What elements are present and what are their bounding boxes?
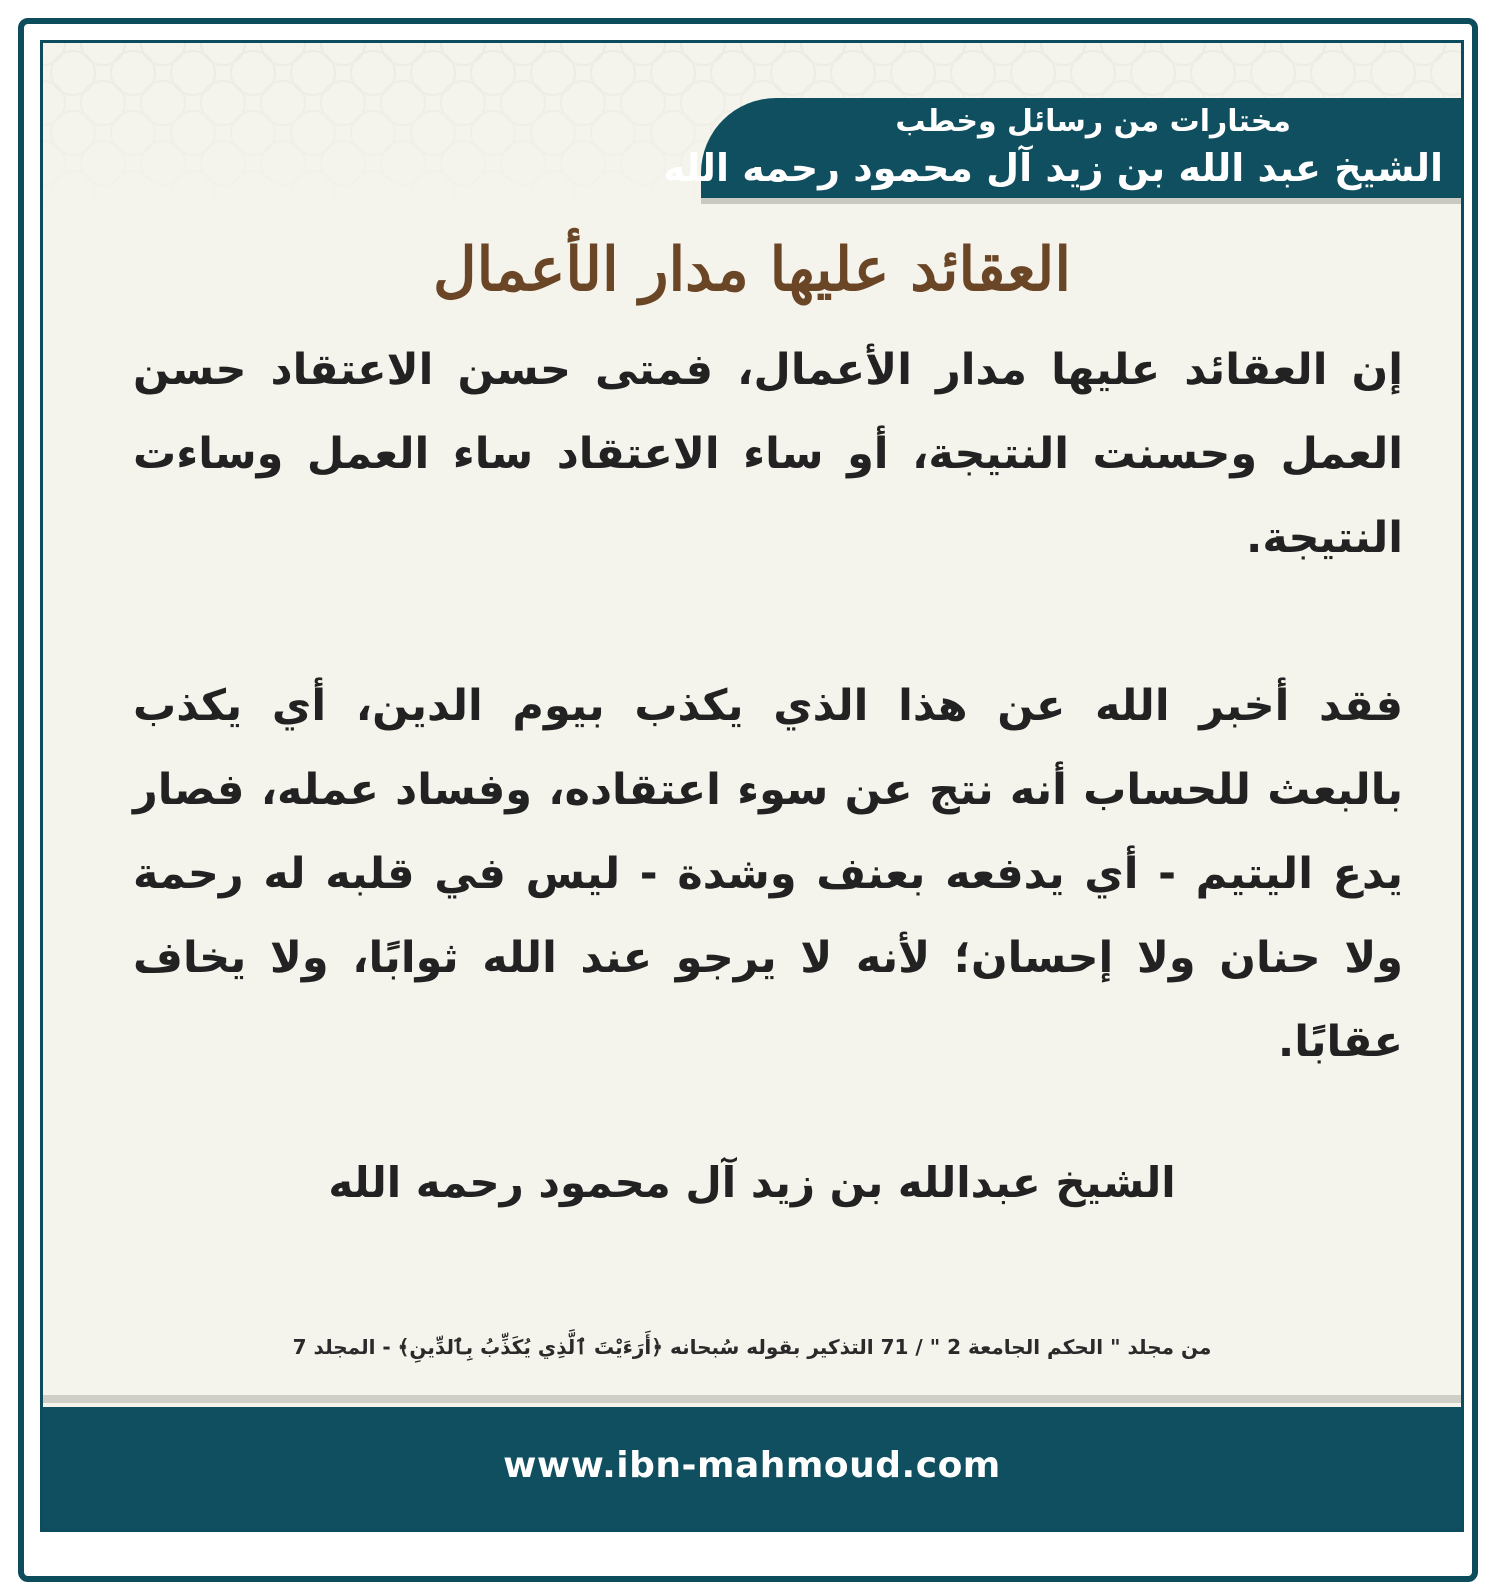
source-citation: من مجلد " الحكم الجامعة 2 " / 71 التذكير بقوله سُبحانه ﴿أَرَءَيْتَ ٱلَّذِي يُكَذِّبُ بِٱلدِّينِ﴾ - المجلد 7	[292, 1335, 1212, 1359]
paragraph-1: إن العقائد عليها مدار الأعمال، فمتى حسن الاعتقاد حسن العمل وحسنت النتيجة، أو ساء الاعتقاد ساء العمل وساءت النتيجة.	[133, 345, 1403, 563]
header-banner	[663, 98, 1461, 198]
body-text	[133, 328, 1403, 1084]
author-title: الشيخ عبد الله بن زيد آل محمود رحمه الله	[663, 146, 1443, 190]
footer-bar	[43, 1407, 1461, 1529]
signature: الشيخ عبدالله بن زيد آل محمود رحمه الله	[328, 1158, 1176, 1207]
content-card	[40, 40, 1464, 1532]
paragraph-2: فقد أخبر الله عن هذا الذي يكذب بيوم الدين، أي يكذب بالبعث للحساب أنه نتج عن سوء اعتقاده، وفساد عمله، فصار يدع اليتيم - أي يدفعه بعنف وشدة - ليس في قلبه له رحمة ولا حنان ولا إحسان؛ لأنه لا يرجو عند الله ثوابًا، ولا يخاف عقابًا.	[133, 681, 1403, 1067]
divider	[43, 1395, 1461, 1403]
website-link[interactable]: www.ibn-mahmoud.com	[503, 1445, 1001, 1486]
series-title: مختارات من رسائل وخطب	[895, 104, 1291, 139]
page-title: العقائد عليها مدار الأعمال	[433, 235, 1071, 305]
